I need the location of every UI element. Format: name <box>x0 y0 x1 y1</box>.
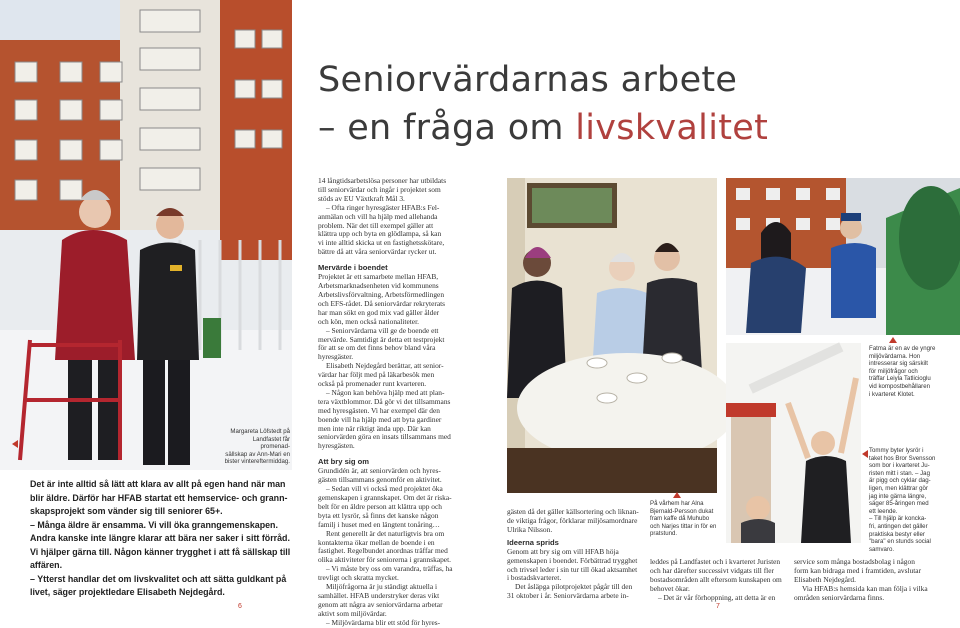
recycling-photo-illustration <box>726 178 960 335</box>
text-line: 14 långtidsarbetslösa personer har utbildats <box>318 176 447 185</box>
hero-photo-caption <box>222 428 290 466</box>
text-line: stöds av EU Växtkraft Mål 3. <box>318 193 405 203</box>
article-column-1 <box>318 177 503 628</box>
text-line: – Seniorvärdarna vill ge de boende ett <box>326 325 439 335</box>
text-line: problem. När det till exempel gäller att <box>318 220 434 230</box>
text-line: familj i huset med en längtent tonåring… <box>318 519 440 529</box>
page-number-left: 6 <box>238 603 242 610</box>
text-line: aktivt som miljövärdar. <box>318 608 387 618</box>
text-line: boende vill ha hjälp med att byta gardiner <box>318 414 442 424</box>
lead-line: – Ytterst handlar det om livskvalitet och att sätta guldkant på <box>30 573 287 584</box>
text-line: vi inte alltid skicka ut en fastighetsskötare, <box>318 238 445 248</box>
caption-line: Tommy byter lysrör i <box>869 447 924 454</box>
text-line: och trivsel leder i sin tur till ökad aktsamhet <box>507 564 638 574</box>
article-column-2 <box>507 508 647 601</box>
text-line: – Det är vår förhoppning, att detta är en <box>658 592 776 602</box>
lead-line: – Många äldre är ensamma. Vi vill öka granngemenskapen. <box>30 519 278 530</box>
text-line: anmälan och vill ha hjälp med allehanda <box>318 211 438 221</box>
caption-arrow-icon <box>673 492 681 498</box>
text-line: Ulrika Nilsson. <box>507 524 553 534</box>
hero-photo <box>0 0 292 470</box>
caption-line: sällskap av Ann-Mari en <box>225 450 290 458</box>
text-line: Arbetslivsförvaltning, Arbetsförmedlingen <box>318 289 445 299</box>
caption-line: bister vintereftermiddag. <box>224 458 290 466</box>
caption-line: Bjernald-Persson dukat <box>650 507 714 515</box>
caption-line: risten mitt i stan. – Jag <box>869 469 930 477</box>
text-line: för att se om det finns behov bland våra <box>318 343 436 353</box>
subheading-mervarde: Mervärde i boendet <box>318 263 388 273</box>
caption-line: ett leende. <box>869 507 898 515</box>
text-line: Grundidén är, att seniorvärden och hyres- <box>318 466 441 476</box>
text-line: också på promenader runt kvarteren. <box>318 379 427 389</box>
page-number-right: 7 <box>716 603 720 610</box>
caption-line: Landfastet får promenad- <box>252 435 290 451</box>
text-line: service som många bostadsbolag i någon <box>794 557 915 566</box>
caption-line: träffar Leiyla Tatlicioglu <box>869 375 931 383</box>
caption-arrow-icon <box>889 337 897 343</box>
caption-line: jag inte gärna längre, <box>869 492 927 500</box>
text-line: behovet ökar. <box>650 583 690 593</box>
text-line: byta ett lysrör, så finns det kanske någon <box>318 510 439 520</box>
text-line: fastighet. Regelbundet anordnas träffar med <box>318 546 448 556</box>
caption-line: pratstund. <box>650 530 678 538</box>
lead-paragraph <box>30 478 300 600</box>
text-line: Det åsläpga pilotprojektet pågår till den <box>515 582 633 592</box>
article-column-4 <box>794 558 954 603</box>
lead-line: livet, säger projektledare Elisabeth Nejdegård. <box>30 587 225 597</box>
text-line: gästen då det gäller källsortering och liknan- <box>507 507 639 516</box>
title-highlight: livskvalitet <box>575 108 769 148</box>
text-line: har man sökt en god mix vad gäller ålder <box>318 307 440 317</box>
text-line: Genom att bry sig om vill HFAB höja <box>507 546 619 556</box>
caption-arrow-icon <box>862 450 868 458</box>
lead-line: blir äldre. Därför har HFAB startat ett hemservice- och grann- <box>30 492 288 503</box>
lamp-photo-illustration <box>726 343 861 543</box>
caption-line: är pigg och cyklar dag- <box>869 477 931 485</box>
text-line: värdar har följt med på läkarbesök men <box>318 370 435 380</box>
recycling-photo-caption <box>869 345 959 398</box>
caption-line: taket hos Bror Svensson <box>869 454 936 462</box>
text-line: leddes på Landfastet och i kvarteret Juristen <box>650 557 781 566</box>
text-line: och kön, men också nationaliteter. <box>318 316 419 326</box>
caption-line: samvaro. <box>869 545 895 553</box>
caption-line: På vårhem har Alna <box>650 500 704 507</box>
text-line: samhället. HFAB understryker deras vikt <box>318 590 440 600</box>
lead-line: Det är inte alltid så lätt att klara av allt på egen hand när man <box>30 479 286 489</box>
text-line: – Miljövärdarna blir ett stöd för hyres- <box>326 617 441 627</box>
text-line: i bostadskvarteret. <box>507 573 562 583</box>
lead-line: skapsprojekt som vänder sig till seniorer 65+. <box>30 506 223 516</box>
text-line: Via HFAB:s hemsida kan man följa i vilka <box>802 583 928 593</box>
text-line: Arbetsmarknadsenheten vid kommunens <box>318 281 439 291</box>
text-line: bättre då att våra seniorvärdar rycker ut. <box>318 247 437 257</box>
text-line: Miljöfrågorna är ju ständigt aktuella i <box>326 582 438 592</box>
text-line: – Sedan vill vi också med projektet öka <box>326 484 443 494</box>
title-line-1: Seniorvärdarnas arbete <box>318 60 738 100</box>
text-line: kontakterna ökar mellan de boende i en <box>318 537 435 547</box>
lamp-photo <box>726 343 861 543</box>
text-line: gästen tillsammans genomför en aktivitet. <box>318 475 442 485</box>
text-line: klättra upp och byta en glödlampa, så kan <box>318 229 442 239</box>
lamp-photo-caption <box>869 447 960 553</box>
caption-arrow-icon <box>12 440 18 448</box>
text-line: seniorvärden göra en insats tillsammans med <box>318 432 451 442</box>
text-line: Rent generellt är det naturligtvis bra om <box>326 528 445 538</box>
caption-line: fri, antingen det gäller <box>869 522 928 530</box>
title-line-2-prefix: – en fråga om <box>318 108 576 148</box>
lead-line: Vi hjälper gärna till. Någon känner trygghet i att få sällskap till <box>30 546 291 557</box>
caption-line: fram kaffe då Muhubo <box>650 515 710 523</box>
text-line: genom att några av seniorvärdarna arbetar <box>318 599 443 609</box>
caption-line: för miljöfrågor och <box>869 367 918 375</box>
text-line: hyresgäster. <box>318 352 354 362</box>
caption-line: intresserar sig särskilt <box>869 360 928 368</box>
text-line: gemenskapen i grannskapet. Om det är riska- <box>318 493 452 502</box>
coffee-photo <box>507 178 717 493</box>
text-line: belt för en äldre person att klättra upp och <box>318 501 442 511</box>
text-line: bostadsområden allt eftersom kunskapen om <box>650 574 782 584</box>
text-line: Elisabeth Nejdegård berättar, att senior- <box>326 361 444 371</box>
hero-photo-illustration <box>0 0 292 470</box>
recycling-photo <box>726 178 960 335</box>
caption-line: miljövärdarna. Hon <box>869 352 921 360</box>
caption-line: vid kompostbehållaren <box>869 382 930 390</box>
lead-line: Andra kanske inte längre klarar att bära ner saker i sitt förråd. <box>30 533 290 543</box>
text-line: – Vi måste bry oss om varandra, träffas, ha <box>326 564 453 574</box>
caption-line: som bor i kvarteret Ju- <box>869 462 930 470</box>
text-line: områden seniorvärdarna finns. <box>794 592 885 602</box>
text-line: Projektet är ett samarbete mellan HFAB, <box>318 272 439 282</box>
subheading-bry-sig-om: Att bry sig om <box>318 457 370 467</box>
text-line: de viktiga frågor, förklarar miljösamordnare <box>507 515 638 525</box>
caption-line: "bara" en stunds social <box>869 538 931 546</box>
text-line: till seniorvärdar och ingår i projektet som <box>318 184 441 194</box>
text-line: men inte när riktigt ända upp. Där kan <box>318 423 431 433</box>
lead-line: affären. <box>30 560 63 570</box>
coffee-photo-caption <box>650 500 730 538</box>
text-line: hyresgästen. <box>318 441 355 451</box>
page-title <box>318 56 768 152</box>
caption-line: Fatma är en av de yngre <box>869 345 936 352</box>
caption-line: och Narjes tittar in för en <box>650 522 717 530</box>
text-line: trevligt och skratta mycket. <box>318 573 399 583</box>
text-line: och EFS-rådet. Då seniorvärdar rekryterats <box>318 298 446 308</box>
caption-line: i kvarteret Klotet. <box>869 390 915 398</box>
coffee-photo-illustration <box>507 178 717 493</box>
caption-line: Margareta Löfstedt på <box>230 428 290 435</box>
text-line: tera växtblommor. Då gör vi det tillsammans <box>318 396 451 406</box>
text-line: – Ofta ringer hyresgäster HFAB:s Fel- <box>326 202 440 212</box>
subheading-ideerna-sprids: Ideerna sprids <box>507 537 559 547</box>
text-line: olika aktiviteter för seniorerna i grannskapet. <box>318 555 451 565</box>
text-line: – Någon kan behöva hjälp med att plan- <box>326 387 445 397</box>
text-line: 31 oktober i år. Seniorvärdarna arbete in- <box>507 591 629 601</box>
caption-line: ligen, men klättrar gör <box>869 484 928 492</box>
text-line: gemenskapen i boendet. Förbättrad trygghet <box>507 555 638 565</box>
caption-line: praktiska bestyr eller <box>869 530 925 538</box>
text-line: med hyresgästen. Vi har exempel där den <box>318 405 440 415</box>
title-line-2 <box>318 104 768 152</box>
article-column-3 <box>650 558 790 603</box>
text-line: form kan bidraga med i framtiden, avslutar <box>794 565 922 575</box>
caption-line: – Till hjälp är koncka- <box>869 515 927 523</box>
text-line: Elisabeth Nejdegård. <box>794 574 856 584</box>
text-line: och har därefter successivt vidgats till fler <box>650 565 774 575</box>
text-line: mervärde. Samtidigt är detta ett testprojekt <box>318 334 445 344</box>
caption-line: säger 85-åringen med <box>869 500 929 508</box>
